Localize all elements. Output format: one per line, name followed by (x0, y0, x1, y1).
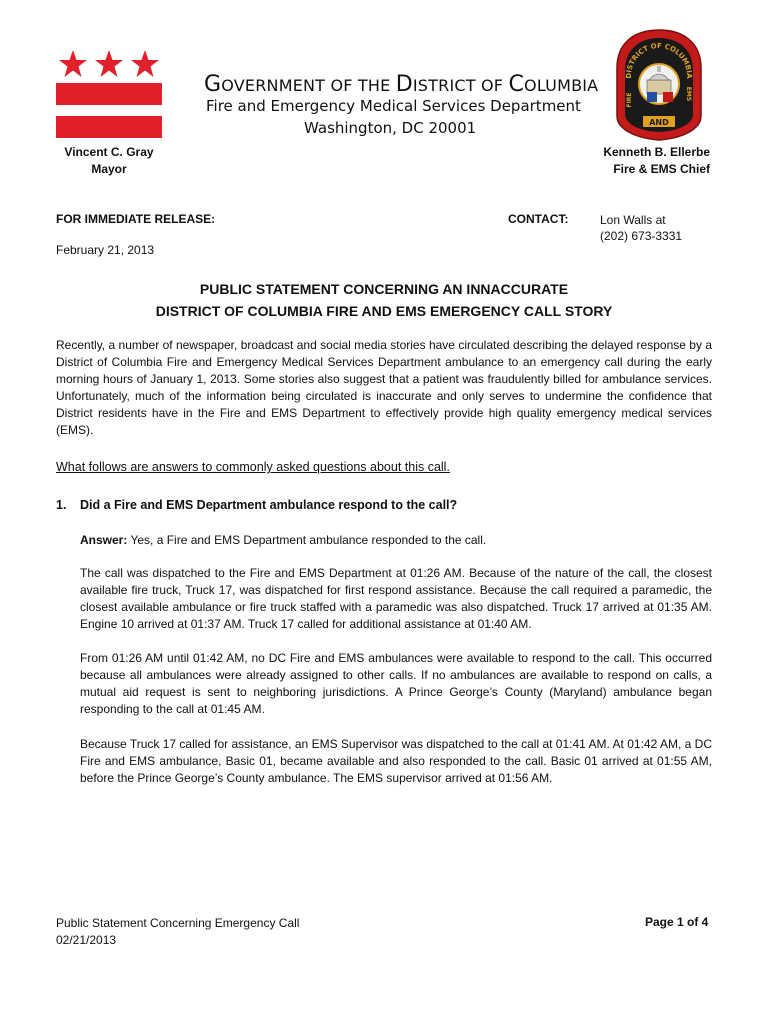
fire-department-seal-logo (613, 28, 705, 142)
seal-left-text: FIRE (626, 92, 633, 108)
answer-label: Answer: (80, 533, 128, 547)
intro-paragraph: Recently, a number of newspaper, broadcast and social media stories have circulated describing the delayed response by a District of Columbia Fire and Emergency Medical Services Department ambulance to an emergency call during the early morning hours of January 1, 2013. Some stories also suggest that a patient was fraudulently billed for ambulance services. Unfortunately, much of the information being circulated is inaccurate and only serves to undermine the confidence that District residents have in the Fire and EMS Department to effectively provide high quality emergency medical services (EMS). (56, 338, 712, 437)
headline (56, 278, 712, 322)
question-1 (56, 498, 457, 512)
contact-phone: (202) 673-3331 (600, 229, 683, 243)
body-paragraph-1: The call was dispatched to the Fire and EMS Department at 01:26 AM. Because of the nature of the call, the closest available fire truck, Truck 17, was dispatched for first respond assistance. Because the call required a paramedic, the closest available ambulance or fire truck staffed with a paramedic was also dispatched. Truck 17 arrived at 01:35 AM. Engine 10 arrived at 01:37 AM. Truck 17 called for additional assistance at 01:40 AM. (80, 566, 712, 631)
faq-intro: What follows are answers to commonly asked questions about this call. (56, 460, 450, 474)
answer-1 (80, 532, 712, 549)
mayor-title: Mayor (91, 162, 127, 176)
contact-label: CONTACT: (508, 212, 569, 226)
footer-left (56, 915, 299, 949)
flag-bar-1 (56, 83, 162, 105)
release-date: February 21, 2013 (56, 243, 155, 257)
question-1-number: 1. (56, 498, 67, 512)
mayor-name: Vincent C. Gray (64, 145, 154, 159)
mayor-block (56, 144, 162, 178)
flag-star-3 (131, 50, 159, 77)
question-1-text: Did a Fire and EMS Department ambulance respond to the call? (80, 498, 458, 512)
footer-title: Public Statement Concerning Emergency Call (56, 916, 300, 930)
contact-info (600, 212, 682, 244)
seal-bottom-text: AND (649, 118, 669, 127)
flag-bar-2 (56, 116, 162, 138)
seal-right-text: EMS (685, 86, 692, 102)
flag-star-2 (95, 50, 123, 77)
answer-text: Yes, a Fire and EMS Department ambulance responded to the call. (127, 533, 487, 547)
footer-date: 02/21/2013 (56, 933, 117, 947)
release-label: FOR IMMEDIATE RELEASE: (56, 212, 216, 226)
body-paragraph-3: Because Truck 17 called for assistance, an EMS Supervisor was dispatched to the call at 01:41 AM. At 01:42 AM, a DC Fire and EMS ambulance, Basic 01, became available and also responded to the call. Basic 01 arrived at 01:55 AM, before the Prince George’s County ambulance. The EMS supervisor arrived at 01:56 AM. (80, 737, 712, 785)
seal-arc-text: DISTRICT OF COLUMBIA (624, 41, 694, 79)
page-number: Page 1 of 4 (645, 915, 709, 929)
dc-flag-logo (56, 50, 162, 138)
government-title: GOVERNMENT OF THE DISTRICT OF COLUMBIA (204, 72, 599, 97)
headline-line-1: PUBLIC STATEMENT CONCERNING AN INNACCURATE (199, 281, 569, 297)
headline-line-2: DISTRICT OF COLUMBIA FIRE AND EMS EMERGENCY CALL STORY (155, 303, 613, 319)
chief-title: Fire & EMS Chief (613, 162, 710, 176)
chief-name: Kenneth B. Ellerbe (603, 145, 710, 159)
city-address: Washington, DC 20001 (304, 119, 477, 137)
contact-name: Lon Walls at (600, 213, 666, 227)
department-name: Fire and Emergency Medical Services Department (206, 97, 581, 115)
flag-star-1 (59, 50, 87, 77)
body-paragraph-2: From 01:26 AM until 01:42 AM, no DC Fire and EMS ambulances were available to respond to the call. This occurred because all ambulances were already assigned to other calls. If no ambulances are available to respond on calls, a mutual aid request is sent to neighboring jurisdictions. A Prince George’s County (Maryland) ambulance began responding to the call at 01:45 AM. (80, 651, 712, 716)
chief-block (580, 144, 710, 178)
